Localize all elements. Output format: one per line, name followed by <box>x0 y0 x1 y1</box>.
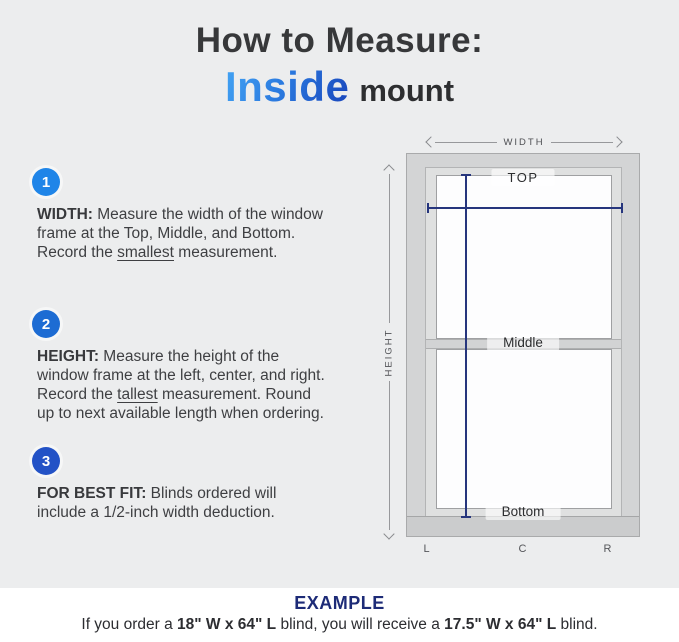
arrow-left-icon <box>425 136 436 147</box>
title-line1: How to Measure: <box>195 21 484 60</box>
window-top-pane <box>436 175 612 339</box>
width-dimension-label: WIDTH <box>503 136 545 148</box>
step-1 <box>32 168 332 262</box>
axis-label-right: R <box>603 543 613 555</box>
step-number-badge: 3 <box>32 447 60 475</box>
axis-label-center: C <box>518 543 528 555</box>
text: Measure the height of the window frame at the left, center, and right. Record the <box>37 348 325 403</box>
example-heading: EXAMPLE <box>294 593 385 613</box>
label-bottom: Bottom <box>486 503 561 520</box>
example-text <box>0 616 679 634</box>
arrow-down-icon <box>383 528 394 539</box>
title-line2 <box>0 63 679 111</box>
axis-label-left: L <box>423 543 431 555</box>
text: If you order a <box>81 616 178 633</box>
dimension-line <box>389 381 390 530</box>
text-underline: tallest <box>117 386 158 403</box>
title-suffix: mount <box>359 72 455 108</box>
step-number-badge: 2 <box>32 310 60 338</box>
height-dimension-label-box <box>381 323 397 381</box>
text: Measure the width of the window frame at the Top, Middle, and Bottom. Record the <box>37 206 323 261</box>
height-dimension-arrow <box>381 166 397 538</box>
step-description <box>37 205 325 262</box>
text: measurement. <box>174 244 278 261</box>
text: blind, you will receive a <box>276 616 445 633</box>
width-measure-line <box>427 207 623 209</box>
label-top: TOP <box>492 169 555 186</box>
width-dimension-arrow <box>427 134 621 150</box>
step-2 <box>32 310 332 423</box>
page-title <box>0 22 679 111</box>
height-dimension-label: HEIGHT <box>383 328 395 376</box>
text-bold: FOR BEST FIT: <box>37 485 147 502</box>
text-underline: smallest <box>117 244 174 261</box>
text: measurement. Round up to next available length when ordering. <box>37 386 324 422</box>
step-number-badge: 1 <box>32 168 60 196</box>
dimension-line <box>551 142 613 143</box>
text-bold: 17.5" W x 64" L <box>444 616 557 633</box>
arrow-up-icon <box>383 164 394 175</box>
dimension-line <box>389 174 390 323</box>
text-bold: WIDTH: <box>37 206 93 223</box>
example-section <box>0 588 679 642</box>
window-diagram <box>406 153 640 537</box>
text: blind. <box>556 616 598 633</box>
step-description <box>37 484 325 522</box>
dimension-line <box>435 142 497 143</box>
window-bottom-pane <box>436 349 612 509</box>
arrow-right-icon <box>611 136 622 147</box>
text-bold: 18" W x 64" L <box>177 616 277 633</box>
text: Blinds ordered will include a 1/2-inch width deduction. <box>37 485 277 521</box>
label-middle: Middle <box>487 334 559 351</box>
text-bold: HEIGHT: <box>37 348 99 365</box>
height-measure-line <box>465 174 467 518</box>
title-emphasis: Inside <box>224 62 350 110</box>
step-description <box>37 347 325 423</box>
step-3 <box>32 447 332 522</box>
